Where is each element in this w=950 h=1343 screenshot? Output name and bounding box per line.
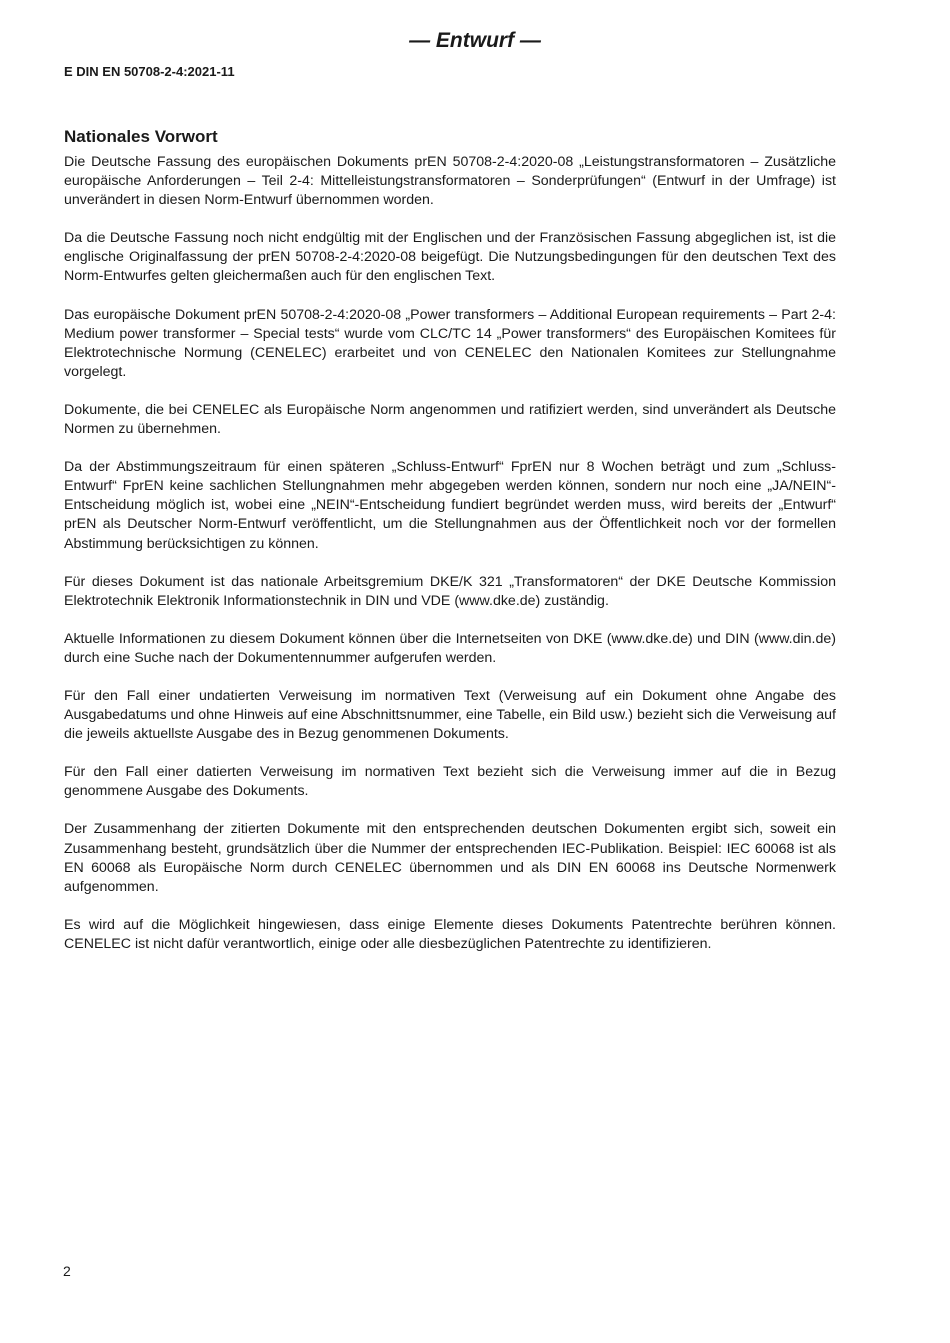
paragraph-7: Aktuelle Informationen zu diesem Dokument können über die Internetseiten von DKE (www.dke.de) und DIN (www.din.de) durch eine Suche nach der Dokumentennummer aufgerufen werden. — [64, 630, 836, 666]
foreword-body — [64, 153, 836, 973]
page-number: 2 — [63, 1263, 71, 1279]
paragraph-5: Da der Abstimmungszeitraum für einen späteren „Schluss-Entwurf“ FprEN nur 8 Wochen beträgt und zum „Schluss-Entwurf“ FprEN keine sachlichen Stellungnahmen mehr abgegeben werden können, sondern nur noch eine „JA/NEIN“-Entscheidung möglich ist, wobei eine „NEIN“-Entscheidung fundiert begründet werden muss, wird bereits der „Entwurf“ prEN als Deutscher Norm-Entwurf veröffentlicht, um die Stellungnahmen aus der Öffentlichkeit noch vor der formellen Abstimmung berücksichtigen zu können. — [64, 459, 836, 552]
draft-banner: — Entwurf — — [409, 29, 541, 52]
paragraph-9: Für den Fall einer datierten Verweisung im normativen Text bezieht sich die Verweisung immer auf die in Bezug genommene Ausgabe des Dokuments. — [64, 764, 836, 800]
document-id: E DIN EN 50708-2-4:2021-11 — [64, 64, 235, 79]
paragraph-8: Für den Fall einer undatierten Verweisung im normativen Text (Verweisung auf ein Dokument ohne Angabe des Ausgabedatums und ohne Hinweis auf eine Abschnittsnummer, eine Tabelle, ein Bild usw.) bezieht sich die Verweisung auf die jeweils aktuellste Ausgabe des in Bezug genommenen Dokuments. — [64, 687, 836, 743]
paragraph-1: Die Deutsche Fassung des europäischen Dokuments prEN 50708-2-4:2020-08 „Leistungstransformatoren – Zusätzliche europäische Anforderungen – Teil 2-4: Mittelleistungstransformatoren – Sonderprüfungen“ (Entwurf in der Umfrage) ist unverändert in diesen Norm-Entwurf übernommen worden. — [64, 154, 836, 209]
paragraph-6: Für dieses Dokument ist das nationale Arbeitsgremium DKE/K 321 „Transformatoren“ der DKE Deutsche Kommission Elektrotechnik Elektronik Informationstechnik in DIN und VDE (www.dke.de) zuständig. — [64, 573, 836, 609]
section-title: Nationales Vorwort — [64, 127, 218, 147]
paragraph-4: Dokumente, die bei CENELEC als Europäische Norm angenommen und ratifiziert werden, sind unverändert als Deutsche Normen zu übernehmen. — [64, 401, 836, 438]
paragraph-10: Der Zusammenhang der zitierten Dokumente mit den entsprechenden deutschen Dokumenten ergibt sich, soweit ein Zusammenhang besteht, grundsätzlich über die Nummer der entsprechenden IEC-Publikation. Beispiel: IEC 60068 ist als EN 60068 als Europäische Norm durch CENELEC übernommen und als DIN EN 60068 ins Deutsche Normenwerk aufgenommen. — [64, 821, 836, 895]
paragraph-3: Das europäische Dokument prEN 50708-2-4:2020-08 „Power transformers – Additional European requirements – Part 2-4: Medium power transformer – Special tests“ wurde vom CLC/TC 14 „Power transformers“ des Europäischen Komitees für Elektrotechnische Normung (CENELEC) erarbeitet und von CENELEC den Nationalen Komitees zur Stellungnahme vorgelegt. — [64, 306, 836, 380]
paragraph-11: Es wird auf die Möglichkeit hingewiesen, dass einige Elemente dieses Dokuments Patentrechte berühren können. CENELEC ist nicht dafür verantwortlich, einige oder alle diesbezüglichen Patentrechte zu identifizieren. — [64, 916, 836, 952]
paragraph-2: Da die Deutsche Fassung noch nicht endgültig mit der Englischen und der Französischen Fassung abgeglichen ist, ist die englische Originalfassung der prEN 50708-2-4:2020-08 beigefügt. Die Nutzungsbedingungen für den deutschen Text des Norm-Entwurfes gelten gleichermaßen auch für den englischen Text. — [64, 230, 836, 285]
